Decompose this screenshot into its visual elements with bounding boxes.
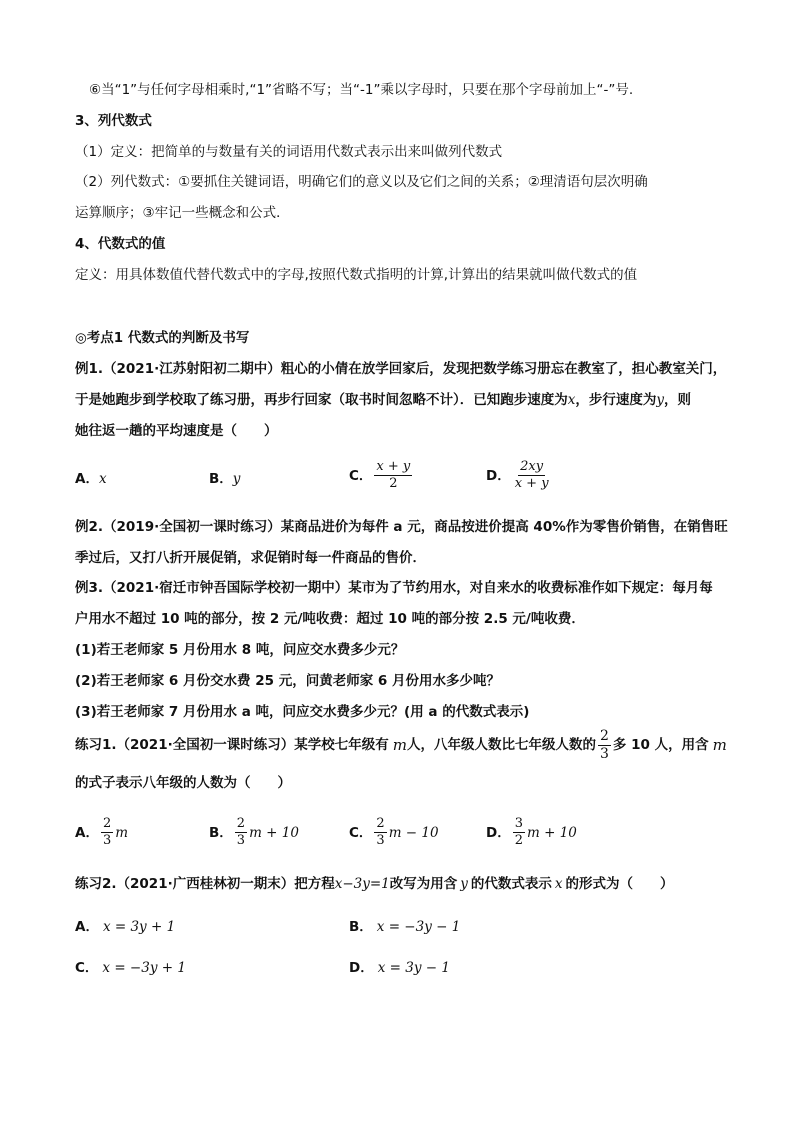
example-1-line-3: 她往返一趟的平均速度是（ ） xyxy=(75,423,278,439)
example-2-line-2: 季过后，又打八折开展促销，求促销时每一件商品的售价． xyxy=(75,550,426,566)
fraction: $\frac{x + y}{2}$ xyxy=(376,459,411,491)
fraction: $\frac{2}{3}$ xyxy=(599,727,609,762)
ex1-option-a[interactable]: A．x xyxy=(75,471,107,487)
ex1-option-c[interactable]: C． $\frac{x + y}{2}$ xyxy=(349,459,411,491)
practice-1-line-2: 的式子表示八年级的人数为（ ） xyxy=(75,775,291,791)
example-3-q1: (1)若王老师家 5 月份用水 8 吨，问应交水费多少元？ xyxy=(75,642,405,658)
fraction: $\frac{3}{2}$ xyxy=(514,816,523,848)
ex1-option-b[interactable]: B．y xyxy=(209,471,241,487)
example-1-text-c: ，则 xyxy=(664,392,692,408)
example-1-text-b: ，步行速度为 xyxy=(575,392,657,408)
pr2-option-a[interactable]: A． x = 3y + 1 xyxy=(75,919,176,935)
example-3-q3: (3)若王老师家 7 月份用水 a 吨，问应交水费多少元？(用 a 的代数式表示) xyxy=(75,704,530,720)
value-definition-line: 定义：用具体数值代替代数式中的字母,按照代数式指明的计算,计算出的结果就叫做代数式的值 xyxy=(75,267,638,283)
fraction: $\frac{2}{3}$ xyxy=(102,816,112,848)
equation: x−3y=1 xyxy=(334,876,390,892)
math-y: y xyxy=(656,392,665,408)
topic-heading: ◎考点1 代数式的判断及书写 xyxy=(75,330,250,346)
example-1-line-2 xyxy=(75,390,691,410)
section-heading-4: 4、代数式的值 xyxy=(75,236,166,252)
pr1-option-b[interactable]: B． $\frac{2}{3}$ m + 10 xyxy=(209,816,299,848)
example-1-text-a: 于是她跑步到学校取了练习册，再步行回家（取书时间忽略不计）．已知跑步速度为 xyxy=(75,392,568,408)
example-1-line-1: 例1.（2021·江苏射阳初二期中）粗心的小倩在放学回家后，发现把数学练习册忘在教室了，担心教室关门， xyxy=(75,361,727,377)
pr2-option-b[interactable]: B． x = −3y − 1 xyxy=(349,919,461,935)
method-line-1: （2）列代数式：①要抓住关键词语，明确它们的意义以及它们之间的关系；②理清语句层次明确 xyxy=(75,174,648,190)
example-3-line-1: 例3.（2021·宿迁市钟吾国际学校初一期中）某市为了节约用水，对自来水的收费标准作如下规定：每月每 xyxy=(75,580,713,596)
pr1-option-a[interactable]: A． $\frac{2}{3}$ m xyxy=(75,816,129,848)
example-3-q2: (2)若王老师家 6 月份交水费 25 元，问黄老师家 6 月份用水多少吨？ xyxy=(75,673,501,689)
practice-2-line: 练习2.（2021·广西桂林初一期末）把方程x−3y=1改写为用含 y 的代数式表示 x 的形式为（ ） xyxy=(75,876,674,892)
example-3-line-2: 户用水不超过 10 吨的部分，按 2 元/吨收费：超过 10 吨的部分按 2.5 元/吨收费． xyxy=(75,611,585,627)
method-line-2: 运算顺序；③牢记一些概念和公式． xyxy=(75,205,290,221)
pr1-option-d[interactable]: D． $\frac{3}{2}$ m + 10 xyxy=(486,816,577,848)
section-heading-3: 3、列代数式 xyxy=(75,113,152,129)
math-x: x xyxy=(567,392,576,408)
fraction: $\frac{2}{3}$ xyxy=(236,816,246,848)
example-2-line-1: 例2.（2019·全国初一课时练习）某商品进价为每件 a 元，商品按进价提高 40%作为零售价销售，在销售旺 xyxy=(75,519,728,535)
fraction: $\frac{2xy}{x + y}$ xyxy=(514,459,549,491)
pr2-option-d[interactable]: D． x = 3y − 1 xyxy=(349,960,450,976)
practice-1-line-1: 练习1.（2021·全国初一课时练习）某学校七年级有 m 人，八年级人数比七年级人数的 $\frac{2}{3}$ 多 10 人，用含 m xyxy=(75,727,727,762)
pr2-option-c[interactable]: C． x = −3y + 1 xyxy=(75,960,186,976)
rule-line-6: ⑥当“1”与任何字母相乘时,“1”省略不写；当“-1”乘以字母时，只要在那个字母前加上“-”号. xyxy=(89,82,634,98)
definition-line: （1）定义：把简单的与数量有关的词语用代数式表示出来叫做列代数式 xyxy=(75,144,503,160)
pr1-option-c[interactable]: C． $\frac{2}{3}$ m − 10 xyxy=(349,816,439,848)
ex1-option-d[interactable]: D． $\frac{2xy}{x + y}$ xyxy=(486,459,549,491)
fraction: $\frac{2}{3}$ xyxy=(376,816,385,848)
